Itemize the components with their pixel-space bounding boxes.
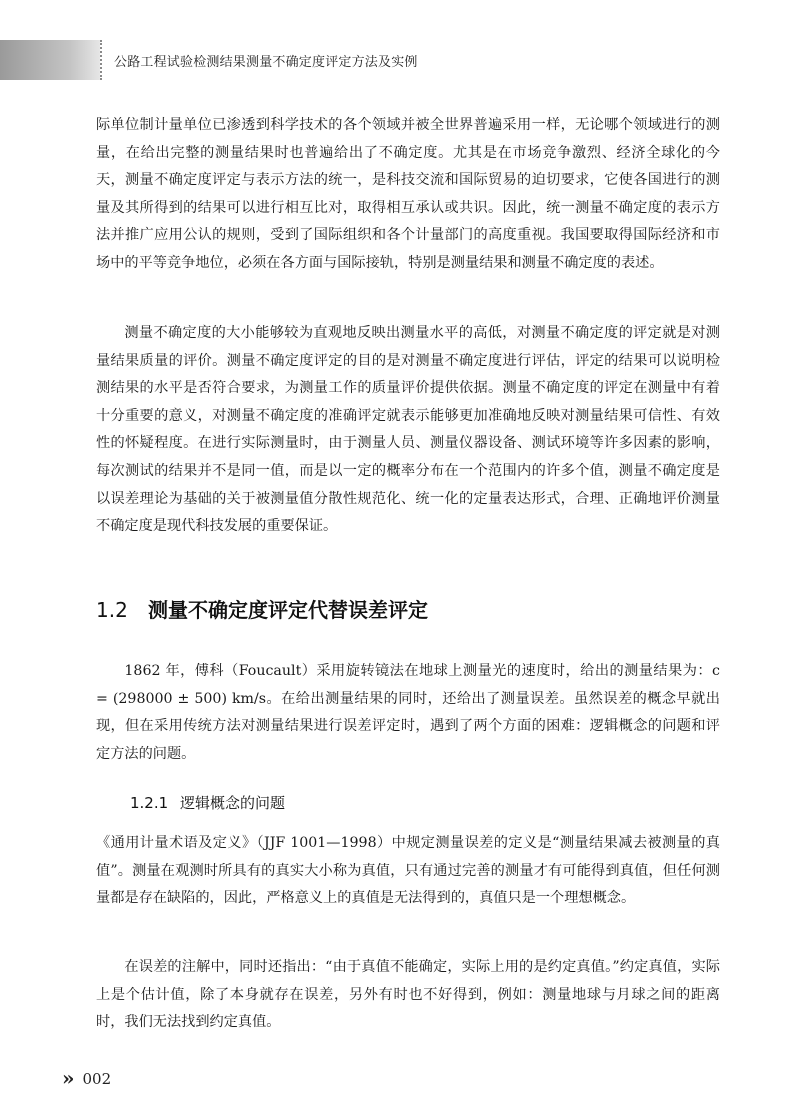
paragraph-2: 测量不确定度的大小能够较为直观地反映出测量水平的高低，对测量不确定度的评定就是对测量结果质量的评价。测量不确定度评定的目的是对测量不确定度进行评估，评定的结果可以说明检测结果的水平是否符合要求，为测量工作的质量评价提供依据。测量不确定度的评定在测量中有着十分重要的意义，对测量不确定度的准确评定就表示能够更加准确地反映对测量结果可信性、有效性的怀疑程度。在进行实际测量时，由于测量人员、测量仪器设备、测试环境等许多因素的影响，每次测试的结果并不是同一值，而是以一定的概率分布在一个范围内的许多个值，测量不确定度是以误差理论为基础的关于被测量值分散性规范化、统一化的定量表达形式，合理、正确地评价测量不确定度是现代科技发展的重要保证。 bbox=[96, 325, 720, 535]
subsection-number: 1.2.1 bbox=[130, 794, 169, 812]
chevron-icon: » bbox=[62, 1066, 75, 1090]
paragraph-1: 际单位制计量单位已渗透到科学技术的各个领域并被全世界普遍采用一样，无论哪个领域进行的测量，在给出完整的测量结果时也普遍给出了不确定度。尤其是在市场竞争激烈、经济全球化的今天，测量不确定度评定与表示方法的统一，是科技交流和国际贸易的迫切要求，它使各国进行的测量及其所得到的结果可以进行相互比对，取得相互承认或共识。因此，统一测量不确定度的表示方法并推广应用公认的规则，受到了国际组织和各个计量部门的高度重视。我国要取得国际经济和市场中的平等竞争地位，必须在各方面与国际接轨，特别是测量结果和测量不确定度的表述。 bbox=[96, 117, 720, 271]
paragraph-5: 在误差的注解中，同时还指出：“由于真值不能确定，实际上用的是约定真值。”约定真值，实际上是个估计值，除了本身就存在误差，另外有时也不好得到，例如：测量地球与月球之间的距离时，我们无法找到约定真值。 bbox=[96, 959, 720, 1031]
section-heading bbox=[96, 594, 428, 623]
subsection-heading bbox=[130, 792, 285, 813]
paragraph-4: 《通用计量术语及定义》（JJF 1001—1998）中规定测量误差的定义是“测量结果减去被测量的真值”。测量在观测时所具有的真实大小称为真值，只有通过完善的测量才有可能得到真值，但任何测量都是存在缺陷的，因此，严格意义上的真值是无法得到的，真值只是一个理想概念。 bbox=[96, 835, 720, 907]
subsection-title: 逻辑概念的问题 bbox=[180, 794, 286, 812]
section-number: 1.2 bbox=[96, 598, 128, 622]
header-divider bbox=[100, 40, 108, 80]
page-footer bbox=[62, 1066, 111, 1090]
running-header-title: 公路工程试验检测结果测量不确定度评定方法及实例 bbox=[114, 55, 418, 70]
header-decoration bbox=[0, 40, 100, 80]
section-title: 测量不确定度评定代替误差评定 bbox=[148, 598, 428, 622]
paragraph-3: 1862 年，傅科（Foucault）采用旋转镜法在地球上测量光的速度时，给出的测量结果为：c = (298000 ± 500) km/s。在给出测量结果的同时，还给出了测量误差。虽然误差的概念早就出现，但在采用传统方法对测量结果进行误差评定时，遇到了两个方面的困难：逻辑概念的问题和评定方法的问题。 bbox=[96, 663, 720, 762]
page-number: 002 bbox=[82, 1070, 112, 1088]
